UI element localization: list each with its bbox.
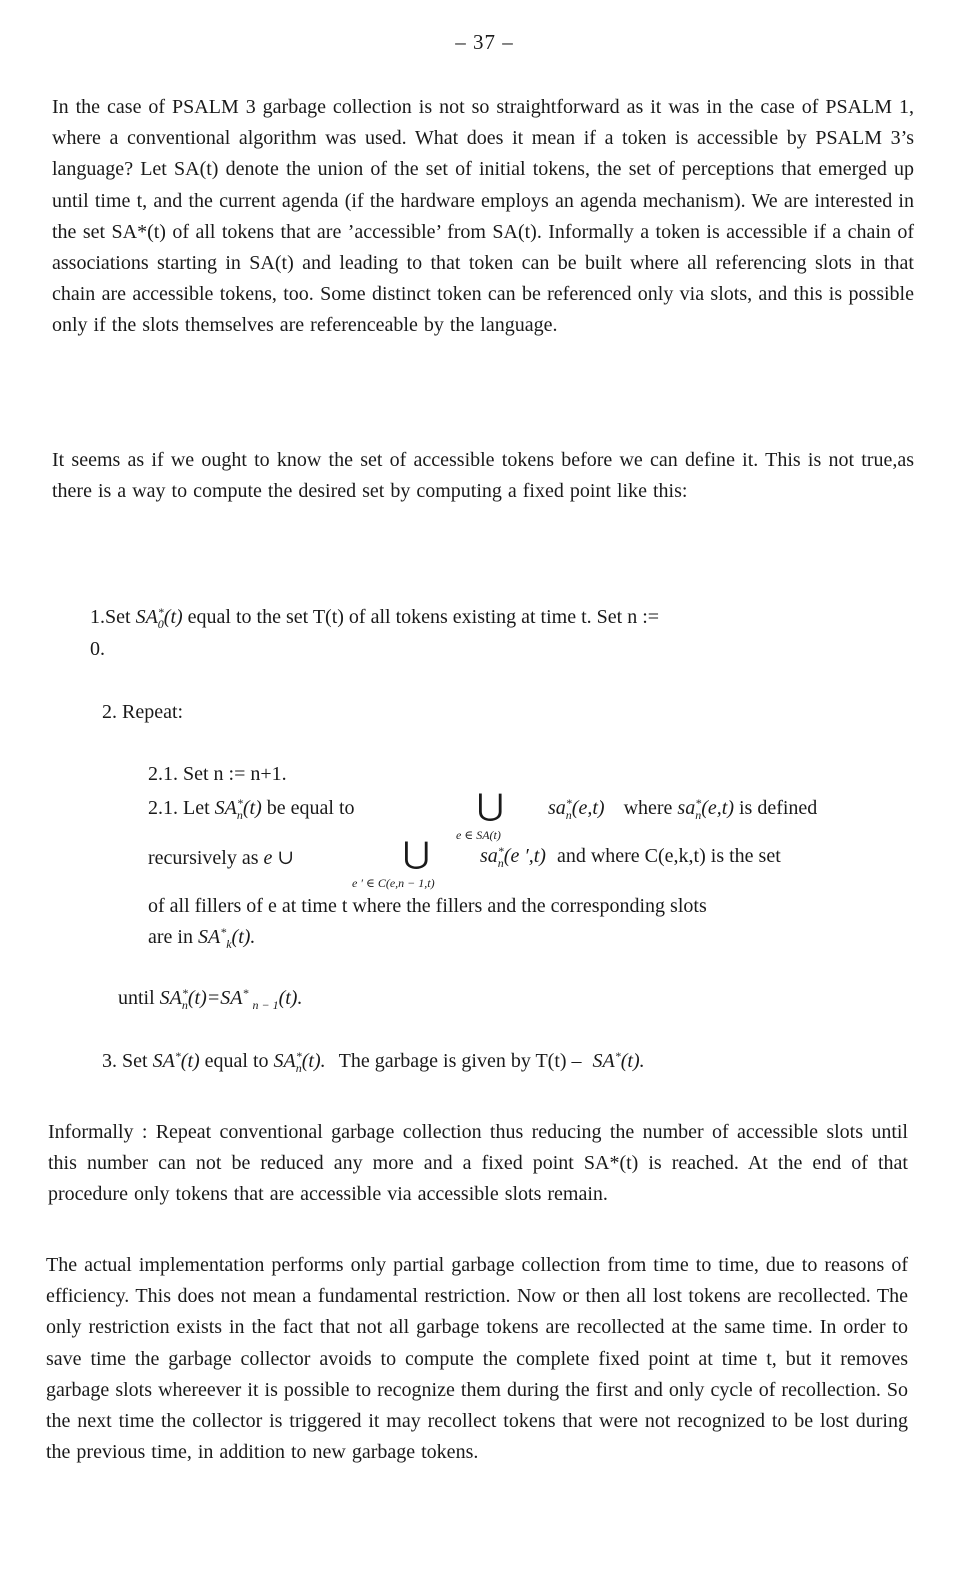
algorithm-step-1-continued: 0.	[90, 638, 105, 660]
algorithm-step-2-1b-start: 2.1. Let $SA^*_n(t)$ be equal to	[148, 796, 355, 822]
step-1-text: equal to the set T(t) of all tokens existing at time t. Set n :=	[187, 606, 660, 628]
algorithm-until: until $SA^*_n(t)=SA^*_{n - 1}(t)$.	[118, 986, 303, 1012]
algorithm-step-1	[90, 606, 912, 629]
algorithm-are-in: are in $SA^*_k(t)$.	[148, 925, 256, 951]
step-1-symbol: $SA^*_0(t)$	[135, 605, 183, 631]
union-symbol: ⋃	[476, 789, 504, 822]
implementation-paragraph: The actual implementation performs only partial garbage collection from time to time, due to reasons of efficiency. This does not mean a fundamental restriction. Now or then all lost tokens are recollected. The only restriction exists in the fact that not all garbage tokens are recollected at the same time. In order to save time the garbage collector avoids to compute the complete fixed point at time t, but it removes garbage slots whereever it is possible to recognize them during the first and only cycle of recollection. So the next time the collector is triggered it may recollect tokens that were not recognized to be lost during the previous time, in addition to new garbage tokens.	[46, 1254, 908, 1464]
informally-paragraph: Informally : Repeat conventional garbage collection thus reducing the number of accessible slots until this number can not be reduced any more and a fixed point SA*(t) is reached. At the end of that procedure only tokens that are accessible via accessible slots remain.	[48, 1121, 908, 1206]
fixed-point-paragraph: It seems as if we ought to know the set of accessible tokens before we can define it. This is not true,as there is a way to compute the desired set by computing a fixed point like this:	[52, 449, 914, 503]
algorithm-step-2: 2. Repeat:	[102, 701, 184, 723]
algorithm-recursive-end: $sa^*_n(e$ ′,t) and where C(e,k,t) is the set	[480, 844, 781, 870]
algorithm-fillers: of all fillers of e at time t where the fillers and the corresponding slots	[148, 895, 707, 917]
intro-paragraph: In the case of PSALM 3 garbage collection is not so straightforward as it was in the case of PSALM 1, where a conventional algorithm was used. What does it mean if a token is accessible by PSALM 3’s language? Let SA(t) denote the union of the set of initial tokens, the set of perceptions that emerged up until time t, and the current agenda (if the hardware employs an agenda mechanism). We are interested in the set SA*(t) of all tokens that are ’accessible’ from SA(t). Informally a token is accessible if a chain of associations starting in SA(t) and leading to that token can be built where all referencing slots in that chain are accessible tokens, too. Some distinct token can be referenced only via slots, and this is possible only if the slots themselves are referenceable by the language.	[52, 96, 914, 337]
algorithm-step-2-1b-end: $sa^*_n(e,t)$ where $sa^*_n(e,t)$ is defined	[548, 796, 818, 822]
union-subscript: e ∈ SA(t)	[456, 828, 501, 842]
algorithm-step-2-1a: 2.1. Set n := n+1.	[148, 763, 287, 785]
step-1-label: 1.Set	[90, 606, 131, 628]
page-number: – 37 –	[455, 30, 514, 54]
algorithm-step-3: 3. Set SA*(t) equal to $SA^*_n(t)$. The garbage is given by T(t) – SA*(t).	[102, 1049, 645, 1075]
union-subscript: e ′ ∈ C(e,n − 1,t)	[352, 876, 435, 890]
union-symbol: ⋃	[402, 837, 430, 870]
algorithm-recursive-start: recursively as e ∪	[148, 847, 295, 869]
